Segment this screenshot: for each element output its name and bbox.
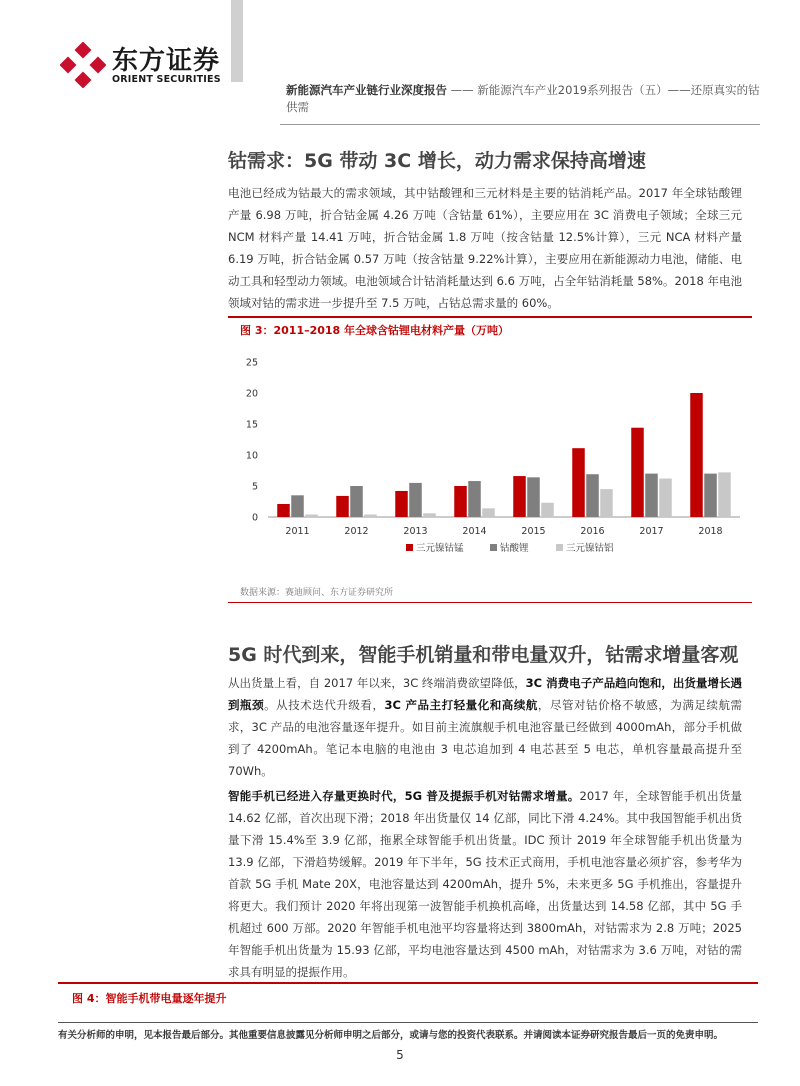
bar-2011-3 (305, 515, 318, 517)
header-grey-bar (231, 0, 243, 82)
y-tick-label: 25 (245, 357, 258, 369)
bar-2014-1 (454, 486, 467, 517)
legend-label: 钴酸锂 (500, 543, 529, 554)
x-tick-label: 2011 (285, 526, 310, 537)
figure3-top-rule (228, 316, 752, 318)
p1-text-e: ，尽管对钴价格不敏感，为满足续航需求，3C 产品的电池容量逐年提升。如目前主流旗舰手机电池容量已经做到 4000mAh，部分手机做到了 4200mAh。笔记本电脑的电池由 3 电芯追加到 4 电芯甚至 5 电芯，单机容量最高提升至 70Wh。 (228, 698, 743, 778)
bar-2012-2 (350, 486, 363, 517)
bar-2015-3 (541, 503, 554, 517)
legend-swatch (556, 544, 563, 551)
footer-disclaimer: 有关分析师的申明，见本报告最后部分。其他重要信息披露见分析师申明之后部分，或请与您的投资代表联系。并请阅读本证券研究报告最后一页的免责申明。 (58, 1030, 724, 1041)
p2-bold-a: 智能手机已经进入存量更换时代，5G 普及提振手机对钴需求增量。 (228, 789, 580, 803)
chart-legend (406, 542, 614, 554)
bar-2015-2 (527, 477, 540, 517)
x-axis-labels (285, 526, 722, 537)
section-title-cobalt-demand: 钴需求：5G 带动 3C 增长，动力需求保持高增速 (228, 150, 646, 172)
y-tick-label: 5 (251, 481, 258, 493)
bar-2012-3 (364, 515, 377, 517)
bar-2013-1 (395, 491, 408, 517)
figure3-title: 图 3：2011–2018 年全球含钴锂电材料产量（万吨） (240, 324, 510, 337)
report-header-title (286, 82, 766, 116)
legend-swatch (490, 544, 497, 551)
x-tick-label: 2018 (698, 526, 723, 537)
bar-2017-2 (645, 474, 658, 517)
figure4-top-rule (58, 982, 758, 984)
x-tick-label: 2013 (403, 526, 428, 537)
bar-2014-3 (482, 508, 495, 517)
logo-english-name: ORIENT SECURITIES (112, 74, 221, 85)
bar-2017-3 (659, 479, 672, 517)
bars-group (277, 393, 731, 517)
section-title-5g-era: 5G 时代到来，智能手机销量和带电量双升，钴需求增量客观 (228, 644, 739, 666)
report-title-bold: 新能源汽车产业链行业深度报告 (286, 83, 447, 97)
figure3-source: 数据来源：赛迪顾问、东方证券研究所 (240, 588, 394, 598)
legend-swatch (406, 544, 413, 551)
logo-chinese-name: 东方证券 (112, 46, 221, 76)
header-rule (280, 124, 760, 125)
bar-2016-3 (600, 489, 613, 517)
footer-rule (58, 1022, 758, 1023)
paragraph-shipment (228, 672, 742, 782)
bar-2016-2 (586, 474, 599, 517)
page-number: 5 (396, 1048, 404, 1062)
bar-2013-2 (409, 483, 422, 517)
p2-text-b: 2017 年，全球智能手机出货量 14.62 亿部，首次出现下滑；2018 年出货量仅 14 亿部，同比下滑 4.24%。其中我国智能手机出货量下滑 15.4%至 3.9 亿部，拖累全球智能手机出货量。IDC 预计 2019 年全球智能手机出货量为 13.9 亿部，下滑趋势缓解。2019 年下半年，5G 技术正式商用，手机电池容量必须扩容，参考华为首款 5G 手机 Mate 20X，电池容量达到 4200mAh，提升 5%，未来更多 5G 手机推出，容量提升将更大。我们预计 2020 年将出现第一波智能手机换机高峰，出货量达到 14.58 亿部，其中 5G 手机超过 600 万部。2020 年智能手机电池平均容量将达到 3800mAh，对钴需求为 2.8 万吨；2025 年智能手机出货量为 15.93 亿部，平均电池容量达到 4500 mAh，对钴需求为 3.6 万吨，对钴的需求具有明显的提振作用。 (228, 789, 742, 979)
x-tick-label: 2012 (344, 526, 369, 537)
bar-2018-1 (690, 393, 703, 517)
x-tick-label: 2017 (639, 526, 664, 537)
paragraph-smartphone (228, 785, 742, 983)
figure4-title: 图 4：智能手机带电量逐年提升 (72, 992, 227, 1005)
p1-bold-b: 3C 消费电子产品趋向饱和，出货量增长遇到瓶颈 (228, 676, 743, 712)
bar-2011-2 (291, 495, 304, 517)
y-tick-label: 10 (245, 450, 258, 462)
bar-2014-2 (468, 481, 481, 517)
bar-2011-1 (277, 504, 290, 517)
bar-2015-1 (513, 476, 526, 517)
y-tick-label: 20 (245, 388, 258, 400)
y-tick-label: 0 (251, 512, 258, 524)
p1-text-c: 。从技术迭代升级看， (264, 698, 385, 712)
bar-2013-3 (423, 513, 436, 517)
bar-2016-1 (572, 448, 585, 517)
bar-2018-2 (704, 474, 717, 517)
paragraph-battery-demand: 电池已经成为钴最大的需求领域，其中钴酸锂和三元材料是主要的钴消耗产品。2017 年全球钴酸锂产量 6.98 万吨，折合钴金属 4.26 万吨（含钴量 61%），主要应用在 3C 消费电子领域；全球三元 NCM 材料产量 14.41 万吨，折合钴金属 1.8 万吨（按含钴量 12.5%计算），三元 NCA 材料产量 6.19 万吨，折合钴金属 0.57 万吨（按含钴量 9.22%计算），主要应用在新能源动力电池，储能、电动工具和轻型动力领域。电池领域合计钴消耗量达到 6.6 万吨，占全年钴消耗量 58%。2018 年电池领域对钴的需求进一步提升至 7.5 万吨，占钴总需求量的 60%。 (228, 186, 742, 310)
orient-logo-icon (60, 42, 106, 88)
y-tick-label: 15 (245, 419, 258, 431)
bar-2017-1 (631, 428, 644, 517)
y-axis (246, 358, 258, 524)
x-tick-label: 2016 (580, 526, 605, 537)
report-title-rest: —— 新能源汽车产业2019系列报告（五）——还原真实的钴供需 (286, 83, 760, 114)
figure3-bottom-rule (228, 602, 752, 603)
legend-label: 三元镍钴铝 (566, 543, 614, 554)
bar-2012-1 (336, 496, 349, 517)
legend-label: 三元镍钴锰 (416, 543, 464, 554)
bar-2018-3 (718, 472, 731, 517)
p1-text-a: 从出货量上看，自 2017 年以来，3C 终端消费欲望降低， (228, 676, 526, 690)
x-tick-label: 2014 (462, 526, 487, 537)
x-tick-label: 2015 (521, 526, 546, 537)
p1-bold-d: 3C 产品主打轻量化和高续航 (384, 698, 538, 712)
figure3-bar-chart (228, 345, 752, 575)
